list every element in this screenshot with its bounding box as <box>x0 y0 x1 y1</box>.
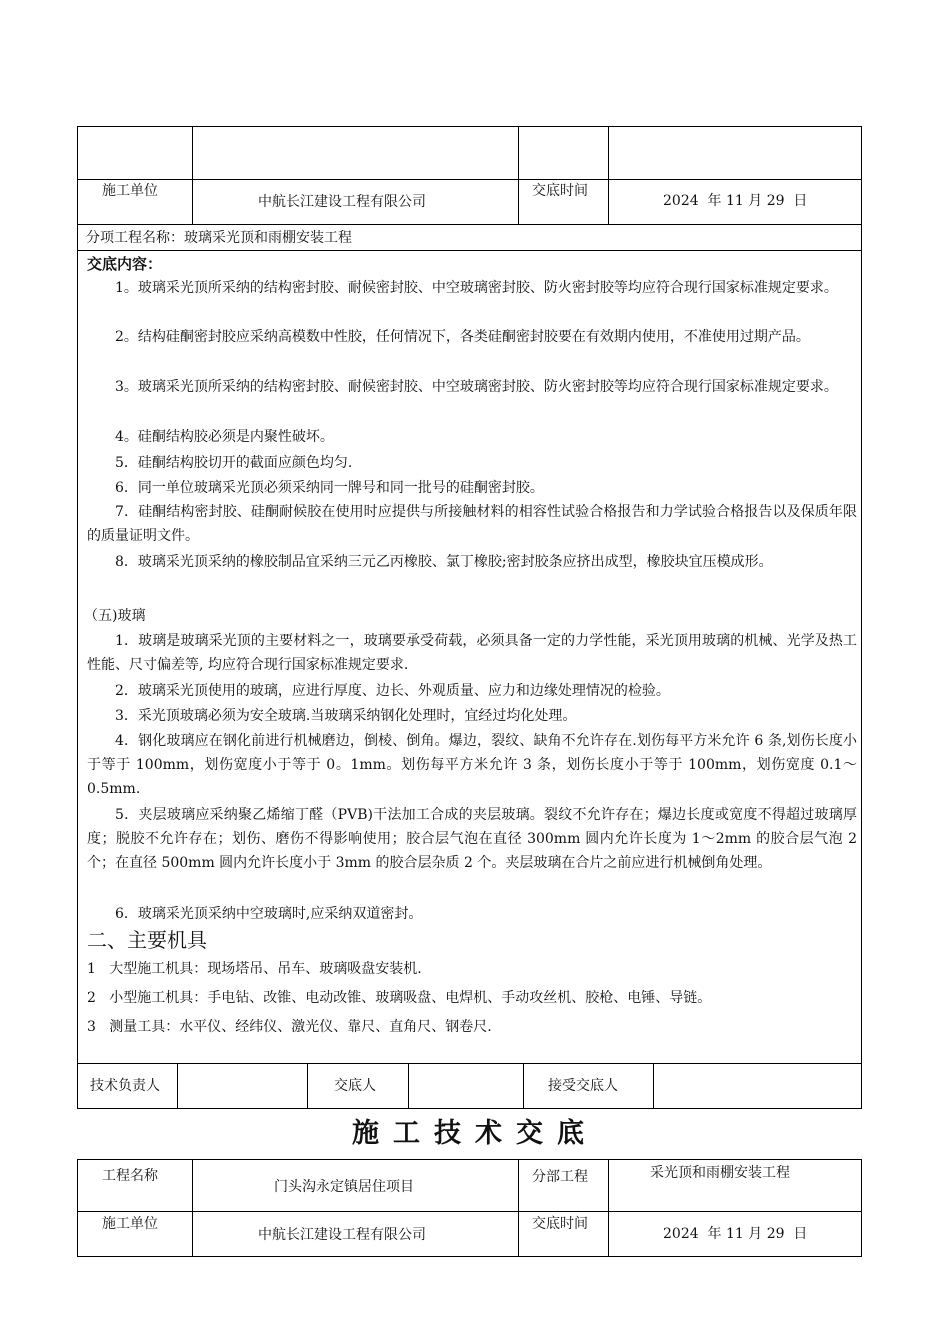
construction-unit-label: 施工单位 <box>102 183 158 199</box>
construction-unit-label-2: 施工单位 <box>102 1216 158 1232</box>
project-name-label: 工程名称 <box>102 1168 158 1184</box>
table2-border-right <box>861 1159 862 1257</box>
tools-item-3: 3 测量工具：水平仪、经纬仪、激光仪、靠尺、直角尺、钢卷尺. <box>87 1019 492 1035</box>
table2-border-left <box>77 1159 78 1257</box>
subproject-name: 分项工程名称：玻璃采光顶和雨棚安装工程 <box>86 230 352 246</box>
glass-item-6: 6．玻璃采光顶采纳中空玻璃时,应采纳双道密封。 <box>115 906 423 922</box>
table1-col-divider <box>192 126 193 224</box>
glass-item-2: 2．玻璃采光顶使用的玻璃，应进行厚度、边长、外观质量、应力和边缘处理情况的检验。 <box>115 683 670 699</box>
sealant-item-6: 6．同一单位玻璃采光顶必须采纳同一牌号和同一批号的硅酮密封胶。 <box>115 480 544 496</box>
sealant-item-4: 4。硅酮结构胶必须是内聚性破坏。 <box>115 429 334 445</box>
tech-lead-label: 技术负责人 <box>90 1078 160 1094</box>
disclosure-time-value: 2024 年 11 月 29 日 <box>663 193 808 209</box>
content-heading: 交底内容： <box>87 255 163 273</box>
table1-col-divider <box>177 1063 178 1108</box>
receiver-label: 接受交底人 <box>548 1078 618 1094</box>
table1-border-right <box>861 126 862 1109</box>
project-name-value: 门头沟永定镇居住项目 <box>274 1179 414 1195</box>
table1-border-left <box>77 126 78 1109</box>
table1-col-divider <box>518 126 519 224</box>
table1-row-divider <box>77 250 862 251</box>
tools-item-1: 1 大型施工机具：现场塔吊、吊车、玻璃吸盘安装机. <box>87 961 422 977</box>
sealant-item-1: 1。玻璃采光顶所采纳的结构密封胶、耐候密封胶、中空玻璃密封胶、防火密封胶等均应符合现行国家标准规定要求。 <box>115 280 838 296</box>
table1-col-divider <box>653 1063 654 1108</box>
glass-item-3: 3．采光顶玻璃必须为安全玻璃.当玻璃采纳钢化处理时，宜经过均化处理。 <box>115 708 577 724</box>
table2-col-divider <box>608 1159 609 1257</box>
page-title: 施工技术交底 <box>352 1118 598 1149</box>
table1-row-divider <box>77 1063 862 1064</box>
table1-row-divider <box>77 224 862 225</box>
construction-unit-value: 中航长江建设工程有限公司 <box>258 194 426 210</box>
table1-col-divider <box>523 1063 524 1108</box>
table2-row-divider <box>77 1211 862 1212</box>
table2-border-top <box>77 1159 862 1160</box>
division-label: 分部工程 <box>532 1169 588 1185</box>
table2-border-bottom <box>77 1256 862 1257</box>
table1-col-divider <box>307 1063 308 1108</box>
table2-col-divider <box>518 1159 519 1257</box>
disclosure-time-label: 交底时间 <box>532 183 588 199</box>
tools-heading: 二、主要机具 <box>87 928 207 952</box>
division-value: 采光顶和雨棚安装工程 <box>650 1165 790 1181</box>
glass-item-1: 1．玻璃是玻璃采光顶的主要材料之一，玻璃要承受荷载，必须具备一定的力学性能，采光顶用玻璃的机械、光学及热工性能、尺寸偏差等, 均应符合现行国家标准规定要求. <box>87 633 857 673</box>
glass-item-5: 5．夹层玻璃应采纳聚乙烯缩丁醛（PVB)干法加工合成的夹层玻璃。裂纹不允许存在；爆边长度或宽度不得超过玻璃厚度；脱胶不允许存在；划伤、磨伤不得影响使用；胶合层气泡在直径 300mm 圆内允许长度为 1～2mm 的胶合层气泡 2 个；在直径 500mm 圆内允许长度小于 3mm 的胶合层杂质 2 个。夹层玻璃在合片之前应进行机械倒角处理。 <box>87 807 857 871</box>
table1-border-top <box>77 126 862 127</box>
tools-item-2: 2 小型施工机具：手电钻、改锥、电动改锥、玻璃吸盘、电焊机、手动攻丝机、胶枪、电锤、导链。 <box>87 990 712 1006</box>
disclosure-time-label-2: 交底时间 <box>532 1216 588 1232</box>
sealant-item-5: 5．硅酮结构胶切开的截面应颜色均匀. <box>115 455 353 471</box>
sealant-item-3: 3。玻璃采光顶所采纳的结构密封胶、耐候密封胶、中空玻璃密封胶、防火密封胶等均应符合现行国家标准规定要求。 <box>115 379 838 395</box>
construction-unit-value-2: 中航长江建设工程有限公司 <box>258 1227 426 1243</box>
disclosure-time-value-2: 2024 年 11 月 29 日 <box>663 1226 808 1242</box>
glass-item-4: 4．钢化玻璃应在钢化前进行机械磨边，倒棱、倒角。爆边，裂纹、缺角不允许存在.划伤每平方米允许 6 条,划伤长度小于等于 100mm，划伤宽度小于等于 0。1mm。划伤每平方米允许 3 条，划伤长度小于等于 100mm，划伤宽度 0.1～0.5mm. <box>87 733 857 797</box>
table1-col-divider <box>408 1063 409 1108</box>
sealant-item-7: 7．硅酮结构密封胶、硅酮耐候胶在使用时应提供与所接触材料的相容性试验合格报告和力学试验合格报告以及保质年限的质量证明文件。 <box>87 504 857 544</box>
discloser-label: 交底人 <box>334 1078 376 1094</box>
sealant-item-8: 8．玻璃采光顶采纳的橡胶制品宜采纳三元乙丙橡胶、氯丁橡胶;密封胶条应挤出成型，橡胶块宜压模成形。 <box>115 554 773 570</box>
glass-section-heading: （五)玻璃 <box>84 608 146 624</box>
sealant-item-2: 2。结构硅酮密封胶应采纳高模数中性胶，任何情况下，各类硅酮密封胶要在有效期内使用，不准使用过期产品。 <box>115 329 810 345</box>
table1-row-divider <box>77 179 862 180</box>
table1-border-bottom <box>77 1108 862 1109</box>
table2-col-divider <box>192 1159 193 1257</box>
table1-col-divider <box>608 126 609 224</box>
